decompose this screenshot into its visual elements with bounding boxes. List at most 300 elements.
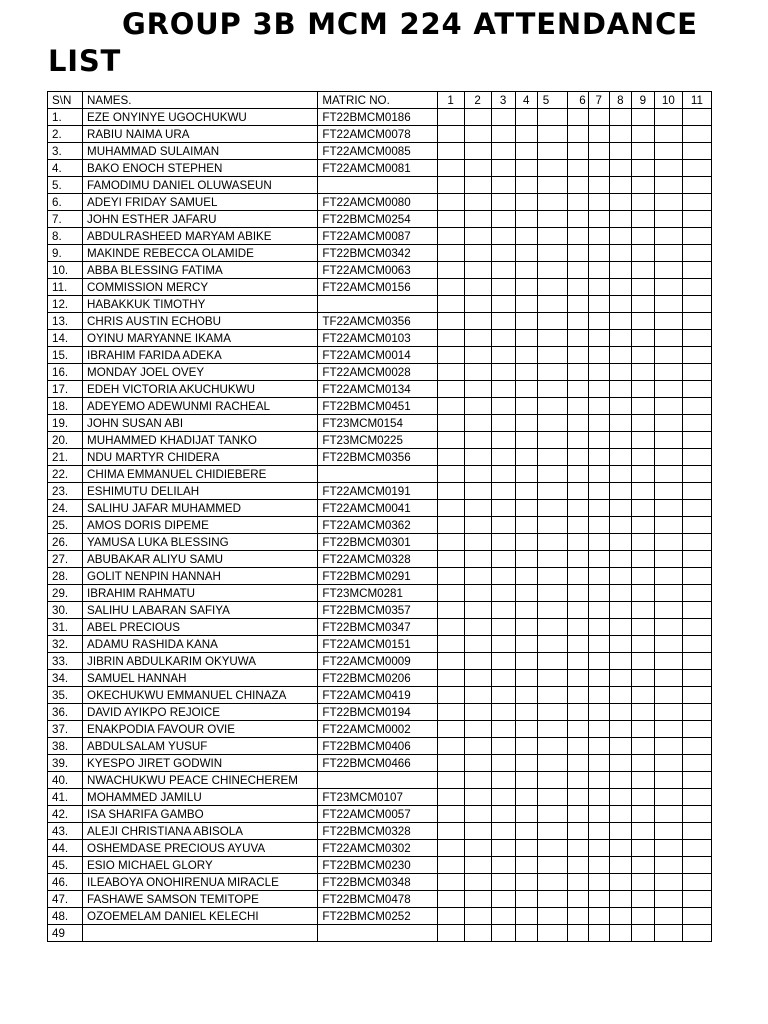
attendance-mark-cell[interactable]: [654, 874, 682, 891]
attendance-mark-cell[interactable]: [631, 432, 654, 449]
attendance-mark-cell[interactable]: [437, 228, 464, 245]
attendance-mark-cell[interactable]: [588, 500, 609, 517]
attendance-mark-cell[interactable]: [491, 670, 515, 687]
attendance-mark-cell[interactable]: [609, 398, 631, 415]
attendance-mark-cell[interactable]: [682, 534, 711, 551]
attendance-mark-cell[interactable]: [464, 330, 491, 347]
attendance-mark-cell[interactable]: [491, 908, 515, 925]
attendance-mark-cell[interactable]: [682, 908, 711, 925]
attendance-mark-cell[interactable]: [567, 211, 588, 228]
attendance-mark-cell[interactable]: [437, 279, 464, 296]
attendance-mark-cell[interactable]: [437, 143, 464, 160]
attendance-mark-cell[interactable]: [682, 211, 711, 228]
attendance-mark-cell[interactable]: [654, 823, 682, 840]
attendance-mark-cell[interactable]: [609, 874, 631, 891]
attendance-mark-cell[interactable]: [491, 160, 515, 177]
attendance-mark-cell[interactable]: [588, 551, 609, 568]
attendance-mark-cell[interactable]: [464, 755, 491, 772]
attendance-mark-cell[interactable]: [682, 143, 711, 160]
attendance-mark-cell[interactable]: [464, 925, 491, 942]
attendance-mark-cell[interactable]: [515, 687, 537, 704]
attendance-mark-cell[interactable]: [515, 568, 537, 585]
attendance-mark-cell[interactable]: [491, 585, 515, 602]
attendance-mark-cell[interactable]: [631, 806, 654, 823]
attendance-mark-cell[interactable]: [464, 449, 491, 466]
attendance-mark-cell[interactable]: [609, 296, 631, 313]
attendance-mark-cell[interactable]: [682, 738, 711, 755]
attendance-mark-cell[interactable]: [537, 262, 567, 279]
attendance-mark-cell[interactable]: [491, 398, 515, 415]
attendance-mark-cell[interactable]: [631, 364, 654, 381]
attendance-mark-cell[interactable]: [537, 347, 567, 364]
attendance-mark-cell[interactable]: [437, 211, 464, 228]
attendance-mark-cell[interactable]: [437, 160, 464, 177]
attendance-mark-cell[interactable]: [631, 313, 654, 330]
attendance-mark-cell[interactable]: [567, 466, 588, 483]
attendance-mark-cell[interactable]: [654, 806, 682, 823]
attendance-mark-cell[interactable]: [682, 398, 711, 415]
attendance-mark-cell[interactable]: [464, 874, 491, 891]
attendance-mark-cell[interactable]: [567, 160, 588, 177]
attendance-mark-cell[interactable]: [654, 585, 682, 602]
attendance-mark-cell[interactable]: [654, 721, 682, 738]
attendance-mark-cell[interactable]: [588, 653, 609, 670]
attendance-mark-cell[interactable]: [537, 789, 567, 806]
attendance-mark-cell[interactable]: [609, 670, 631, 687]
attendance-mark-cell[interactable]: [491, 296, 515, 313]
attendance-mark-cell[interactable]: [515, 840, 537, 857]
attendance-mark-cell[interactable]: [654, 891, 682, 908]
attendance-mark-cell[interactable]: [654, 551, 682, 568]
attendance-mark-cell[interactable]: [654, 483, 682, 500]
attendance-mark-cell[interactable]: [631, 398, 654, 415]
attendance-mark-cell[interactable]: [588, 347, 609, 364]
attendance-mark-cell[interactable]: [654, 296, 682, 313]
attendance-mark-cell[interactable]: [491, 602, 515, 619]
attendance-mark-cell[interactable]: [515, 908, 537, 925]
attendance-mark-cell[interactable]: [567, 500, 588, 517]
attendance-mark-cell[interactable]: [491, 687, 515, 704]
attendance-mark-cell[interactable]: [631, 296, 654, 313]
attendance-mark-cell[interactable]: [588, 738, 609, 755]
attendance-mark-cell[interactable]: [654, 143, 682, 160]
attendance-mark-cell[interactable]: [609, 704, 631, 721]
attendance-mark-cell[interactable]: [682, 432, 711, 449]
attendance-mark-cell[interactable]: [491, 245, 515, 262]
attendance-mark-cell[interactable]: [537, 143, 567, 160]
attendance-mark-cell[interactable]: [654, 466, 682, 483]
attendance-mark-cell[interactable]: [682, 636, 711, 653]
attendance-mark-cell[interactable]: [588, 840, 609, 857]
attendance-mark-cell[interactable]: [631, 789, 654, 806]
attendance-mark-cell[interactable]: [654, 194, 682, 211]
attendance-mark-cell[interactable]: [491, 891, 515, 908]
attendance-mark-cell[interactable]: [609, 330, 631, 347]
attendance-mark-cell[interactable]: [491, 517, 515, 534]
attendance-mark-cell[interactable]: [567, 687, 588, 704]
attendance-mark-cell[interactable]: [654, 364, 682, 381]
attendance-mark-cell[interactable]: [464, 857, 491, 874]
attendance-mark-cell[interactable]: [588, 143, 609, 160]
attendance-mark-cell[interactable]: [437, 908, 464, 925]
attendance-mark-cell[interactable]: [437, 262, 464, 279]
attendance-mark-cell[interactable]: [588, 466, 609, 483]
attendance-mark-cell[interactable]: [437, 364, 464, 381]
attendance-mark-cell[interactable]: [464, 177, 491, 194]
attendance-mark-cell[interactable]: [491, 755, 515, 772]
attendance-mark-cell[interactable]: [491, 347, 515, 364]
attendance-mark-cell[interactable]: [464, 313, 491, 330]
attendance-mark-cell[interactable]: [631, 908, 654, 925]
attendance-mark-cell[interactable]: [682, 721, 711, 738]
attendance-mark-cell[interactable]: [515, 772, 537, 789]
attendance-mark-cell[interactable]: [437, 194, 464, 211]
attendance-mark-cell[interactable]: [567, 177, 588, 194]
attendance-mark-cell[interactable]: [515, 262, 537, 279]
attendance-mark-cell[interactable]: [491, 228, 515, 245]
attendance-mark-cell[interactable]: [537, 874, 567, 891]
attendance-mark-cell[interactable]: [464, 296, 491, 313]
attendance-mark-cell[interactable]: [588, 687, 609, 704]
attendance-mark-cell[interactable]: [515, 789, 537, 806]
attendance-mark-cell[interactable]: [631, 500, 654, 517]
attendance-mark-cell[interactable]: [609, 585, 631, 602]
attendance-mark-cell[interactable]: [464, 721, 491, 738]
attendance-mark-cell[interactable]: [537, 245, 567, 262]
attendance-mark-cell[interactable]: [682, 585, 711, 602]
attendance-mark-cell[interactable]: [682, 313, 711, 330]
attendance-mark-cell[interactable]: [515, 857, 537, 874]
attendance-mark-cell[interactable]: [609, 891, 631, 908]
attendance-mark-cell[interactable]: [537, 313, 567, 330]
attendance-mark-cell[interactable]: [491, 772, 515, 789]
attendance-mark-cell[interactable]: [515, 211, 537, 228]
attendance-mark-cell[interactable]: [515, 653, 537, 670]
attendance-mark-cell[interactable]: [682, 551, 711, 568]
attendance-mark-cell[interactable]: [609, 738, 631, 755]
attendance-mark-cell[interactable]: [609, 211, 631, 228]
attendance-mark-cell[interactable]: [631, 483, 654, 500]
attendance-mark-cell[interactable]: [588, 245, 609, 262]
attendance-mark-cell[interactable]: [567, 551, 588, 568]
attendance-mark-cell[interactable]: [654, 568, 682, 585]
attendance-mark-cell[interactable]: [588, 109, 609, 126]
attendance-mark-cell[interactable]: [588, 891, 609, 908]
attendance-mark-cell[interactable]: [682, 602, 711, 619]
attendance-mark-cell[interactable]: [437, 109, 464, 126]
attendance-mark-cell[interactable]: [631, 653, 654, 670]
attendance-mark-cell[interactable]: [682, 347, 711, 364]
attendance-mark-cell[interactable]: [588, 874, 609, 891]
attendance-mark-cell[interactable]: [567, 415, 588, 432]
attendance-mark-cell[interactable]: [682, 619, 711, 636]
attendance-mark-cell[interactable]: [654, 602, 682, 619]
attendance-mark-cell[interactable]: [682, 483, 711, 500]
attendance-mark-cell[interactable]: [537, 228, 567, 245]
attendance-mark-cell[interactable]: [631, 568, 654, 585]
attendance-mark-cell[interactable]: [631, 619, 654, 636]
attendance-mark-cell[interactable]: [631, 160, 654, 177]
attendance-mark-cell[interactable]: [464, 126, 491, 143]
attendance-mark-cell[interactable]: [537, 364, 567, 381]
attendance-mark-cell[interactable]: [631, 449, 654, 466]
attendance-mark-cell[interactable]: [437, 772, 464, 789]
attendance-mark-cell[interactable]: [437, 449, 464, 466]
attendance-mark-cell[interactable]: [537, 534, 567, 551]
attendance-mark-cell[interactable]: [491, 262, 515, 279]
attendance-mark-cell[interactable]: [537, 823, 567, 840]
attendance-mark-cell[interactable]: [567, 653, 588, 670]
attendance-mark-cell[interactable]: [437, 755, 464, 772]
attendance-mark-cell[interactable]: [491, 636, 515, 653]
attendance-mark-cell[interactable]: [654, 330, 682, 347]
attendance-mark-cell[interactable]: [631, 330, 654, 347]
attendance-mark-cell[interactable]: [631, 721, 654, 738]
attendance-mark-cell[interactable]: [682, 517, 711, 534]
attendance-mark-cell[interactable]: [588, 313, 609, 330]
attendance-mark-cell[interactable]: [588, 636, 609, 653]
attendance-mark-cell[interactable]: [491, 874, 515, 891]
attendance-mark-cell[interactable]: [515, 381, 537, 398]
attendance-mark-cell[interactable]: [567, 857, 588, 874]
attendance-mark-cell[interactable]: [491, 143, 515, 160]
attendance-mark-cell[interactable]: [682, 670, 711, 687]
attendance-mark-cell[interactable]: [682, 109, 711, 126]
attendance-mark-cell[interactable]: [654, 636, 682, 653]
attendance-mark-cell[interactable]: [609, 432, 631, 449]
attendance-mark-cell[interactable]: [491, 568, 515, 585]
attendance-mark-cell[interactable]: [609, 789, 631, 806]
attendance-mark-cell[interactable]: [464, 109, 491, 126]
attendance-mark-cell[interactable]: [609, 755, 631, 772]
attendance-mark-cell[interactable]: [654, 704, 682, 721]
attendance-mark-cell[interactable]: [437, 398, 464, 415]
attendance-mark-cell[interactable]: [631, 466, 654, 483]
attendance-mark-cell[interactable]: [515, 194, 537, 211]
attendance-mark-cell[interactable]: [491, 653, 515, 670]
attendance-mark-cell[interactable]: [631, 262, 654, 279]
attendance-mark-cell[interactable]: [588, 908, 609, 925]
attendance-mark-cell[interactable]: [491, 177, 515, 194]
attendance-mark-cell[interactable]: [515, 755, 537, 772]
attendance-mark-cell[interactable]: [588, 449, 609, 466]
attendance-mark-cell[interactable]: [682, 772, 711, 789]
attendance-mark-cell[interactable]: [567, 296, 588, 313]
attendance-mark-cell[interactable]: [609, 126, 631, 143]
attendance-mark-cell[interactable]: [437, 704, 464, 721]
attendance-mark-cell[interactable]: [631, 636, 654, 653]
attendance-mark-cell[interactable]: [537, 602, 567, 619]
attendance-mark-cell[interactable]: [515, 245, 537, 262]
attendance-mark-cell[interactable]: [588, 823, 609, 840]
attendance-mark-cell[interactable]: [537, 449, 567, 466]
attendance-mark-cell[interactable]: [609, 466, 631, 483]
attendance-mark-cell[interactable]: [682, 704, 711, 721]
attendance-mark-cell[interactable]: [588, 772, 609, 789]
attendance-mark-cell[interactable]: [654, 670, 682, 687]
attendance-mark-cell[interactable]: [682, 415, 711, 432]
attendance-mark-cell[interactable]: [464, 279, 491, 296]
attendance-mark-cell[interactable]: [588, 925, 609, 942]
attendance-mark-cell[interactable]: [588, 534, 609, 551]
attendance-mark-cell[interactable]: [567, 772, 588, 789]
attendance-mark-cell[interactable]: [537, 177, 567, 194]
attendance-mark-cell[interactable]: [567, 398, 588, 415]
attendance-mark-cell[interactable]: [537, 636, 567, 653]
attendance-mark-cell[interactable]: [654, 160, 682, 177]
attendance-mark-cell[interactable]: [567, 806, 588, 823]
attendance-mark-cell[interactable]: [631, 194, 654, 211]
attendance-mark-cell[interactable]: [588, 721, 609, 738]
attendance-mark-cell[interactable]: [537, 211, 567, 228]
attendance-mark-cell[interactable]: [491, 364, 515, 381]
attendance-mark-cell[interactable]: [588, 126, 609, 143]
attendance-mark-cell[interactable]: [609, 568, 631, 585]
attendance-mark-cell[interactable]: [654, 262, 682, 279]
attendance-mark-cell[interactable]: [515, 874, 537, 891]
attendance-mark-cell[interactable]: [631, 874, 654, 891]
attendance-mark-cell[interactable]: [491, 109, 515, 126]
attendance-mark-cell[interactable]: [567, 517, 588, 534]
attendance-mark-cell[interactable]: [654, 126, 682, 143]
attendance-mark-cell[interactable]: [464, 585, 491, 602]
attendance-mark-cell[interactable]: [537, 330, 567, 347]
attendance-mark-cell[interactable]: [682, 891, 711, 908]
attendance-mark-cell[interactable]: [537, 517, 567, 534]
attendance-mark-cell[interactable]: [437, 347, 464, 364]
attendance-mark-cell[interactable]: [567, 670, 588, 687]
attendance-mark-cell[interactable]: [537, 840, 567, 857]
attendance-mark-cell[interactable]: [588, 194, 609, 211]
attendance-mark-cell[interactable]: [537, 908, 567, 925]
attendance-mark-cell[interactable]: [437, 636, 464, 653]
attendance-mark-cell[interactable]: [437, 670, 464, 687]
attendance-mark-cell[interactable]: [515, 330, 537, 347]
attendance-mark-cell[interactable]: [537, 194, 567, 211]
attendance-mark-cell[interactable]: [537, 415, 567, 432]
attendance-mark-cell[interactable]: [609, 483, 631, 500]
attendance-mark-cell[interactable]: [537, 381, 567, 398]
attendance-mark-cell[interactable]: [515, 364, 537, 381]
attendance-mark-cell[interactable]: [464, 687, 491, 704]
attendance-mark-cell[interactable]: [537, 653, 567, 670]
attendance-mark-cell[interactable]: [515, 432, 537, 449]
attendance-mark-cell[interactable]: [537, 109, 567, 126]
attendance-mark-cell[interactable]: [682, 381, 711, 398]
attendance-mark-cell[interactable]: [491, 534, 515, 551]
attendance-mark-cell[interactable]: [491, 789, 515, 806]
attendance-mark-cell[interactable]: [437, 874, 464, 891]
attendance-mark-cell[interactable]: [567, 245, 588, 262]
attendance-mark-cell[interactable]: [537, 670, 567, 687]
attendance-mark-cell[interactable]: [491, 925, 515, 942]
attendance-mark-cell[interactable]: [464, 823, 491, 840]
attendance-mark-cell[interactable]: [567, 891, 588, 908]
attendance-mark-cell[interactable]: [654, 517, 682, 534]
attendance-mark-cell[interactable]: [631, 602, 654, 619]
attendance-mark-cell[interactable]: [464, 398, 491, 415]
attendance-mark-cell[interactable]: [588, 160, 609, 177]
attendance-mark-cell[interactable]: [609, 177, 631, 194]
attendance-mark-cell[interactable]: [609, 653, 631, 670]
attendance-mark-cell[interactable]: [609, 347, 631, 364]
attendance-mark-cell[interactable]: [682, 568, 711, 585]
attendance-mark-cell[interactable]: [682, 364, 711, 381]
attendance-mark-cell[interactable]: [464, 806, 491, 823]
attendance-mark-cell[interactable]: [515, 109, 537, 126]
attendance-mark-cell[interactable]: [515, 415, 537, 432]
attendance-mark-cell[interactable]: [464, 653, 491, 670]
attendance-mark-cell[interactable]: [491, 483, 515, 500]
attendance-mark-cell[interactable]: [654, 687, 682, 704]
attendance-mark-cell[interactable]: [491, 721, 515, 738]
attendance-mark-cell[interactable]: [654, 313, 682, 330]
attendance-mark-cell[interactable]: [682, 228, 711, 245]
attendance-mark-cell[interactable]: [631, 585, 654, 602]
attendance-mark-cell[interactable]: [654, 109, 682, 126]
attendance-mark-cell[interactable]: [491, 551, 515, 568]
attendance-mark-cell[interactable]: [437, 602, 464, 619]
attendance-mark-cell[interactable]: [567, 823, 588, 840]
attendance-mark-cell[interactable]: [464, 908, 491, 925]
attendance-mark-cell[interactable]: [609, 925, 631, 942]
attendance-mark-cell[interactable]: [682, 755, 711, 772]
attendance-mark-cell[interactable]: [464, 568, 491, 585]
attendance-mark-cell[interactable]: [515, 228, 537, 245]
attendance-mark-cell[interactable]: [537, 432, 567, 449]
attendance-mark-cell[interactable]: [437, 840, 464, 857]
attendance-mark-cell[interactable]: [567, 330, 588, 347]
attendance-mark-cell[interactable]: [537, 925, 567, 942]
attendance-mark-cell[interactable]: [682, 245, 711, 262]
attendance-mark-cell[interactable]: [609, 551, 631, 568]
attendance-mark-cell[interactable]: [654, 211, 682, 228]
attendance-mark-cell[interactable]: [588, 432, 609, 449]
attendance-mark-cell[interactable]: [588, 398, 609, 415]
attendance-mark-cell[interactable]: [515, 398, 537, 415]
attendance-mark-cell[interactable]: [437, 330, 464, 347]
attendance-mark-cell[interactable]: [464, 636, 491, 653]
attendance-mark-cell[interactable]: [654, 177, 682, 194]
attendance-mark-cell[interactable]: [567, 755, 588, 772]
attendance-mark-cell[interactable]: [464, 364, 491, 381]
attendance-mark-cell[interactable]: [464, 228, 491, 245]
attendance-mark-cell[interactable]: [464, 211, 491, 228]
attendance-mark-cell[interactable]: [682, 279, 711, 296]
attendance-mark-cell[interactable]: [464, 194, 491, 211]
attendance-mark-cell[interactable]: [464, 432, 491, 449]
attendance-mark-cell[interactable]: [491, 738, 515, 755]
attendance-mark-cell[interactable]: [515, 483, 537, 500]
attendance-mark-cell[interactable]: [631, 143, 654, 160]
attendance-mark-cell[interactable]: [588, 602, 609, 619]
attendance-mark-cell[interactable]: [464, 670, 491, 687]
attendance-mark-cell[interactable]: [682, 653, 711, 670]
attendance-mark-cell[interactable]: [437, 517, 464, 534]
attendance-mark-cell[interactable]: [464, 772, 491, 789]
attendance-mark-cell[interactable]: [588, 857, 609, 874]
attendance-mark-cell[interactable]: [588, 279, 609, 296]
attendance-mark-cell[interactable]: [537, 738, 567, 755]
attendance-mark-cell[interactable]: [491, 211, 515, 228]
attendance-mark-cell[interactable]: [682, 874, 711, 891]
attendance-mark-cell[interactable]: [464, 483, 491, 500]
attendance-mark-cell[interactable]: [631, 126, 654, 143]
attendance-mark-cell[interactable]: [609, 245, 631, 262]
attendance-mark-cell[interactable]: [515, 313, 537, 330]
attendance-mark-cell[interactable]: [567, 840, 588, 857]
attendance-mark-cell[interactable]: [491, 857, 515, 874]
